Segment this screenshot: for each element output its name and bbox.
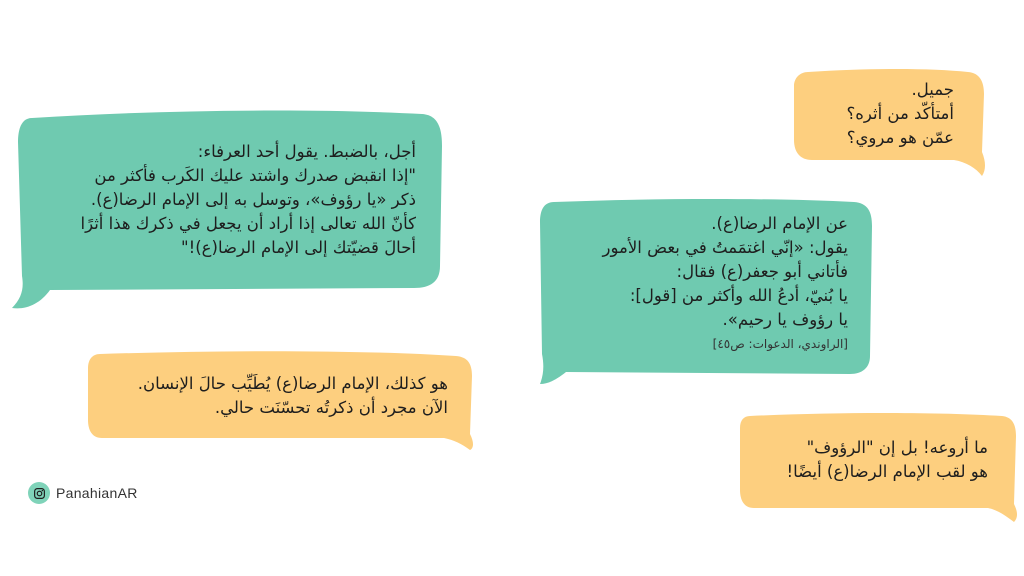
bubble-line: "إذا انقبض صدرك واشتد عليك الكَرب فأكثر من bbox=[94, 166, 416, 185]
bubble-text bbox=[846, 78, 954, 150]
bubble-line: يا بُنيّ، أدعُ الله وأكثر من [قول]: bbox=[629, 286, 848, 305]
bubble-line: عن الإمام الرضا(ع). bbox=[711, 214, 848, 233]
bubble-line: جميل. bbox=[911, 80, 954, 99]
brand-handle bbox=[28, 482, 138, 504]
bubble-line: هو لقب الإمام الرضا(ع) أيضًا! bbox=[786, 462, 988, 481]
instagram-icon bbox=[28, 482, 50, 504]
brand-handle-text: PanahianAR bbox=[56, 485, 138, 501]
bubble-line: يا رؤوف يا رحيم». bbox=[722, 310, 848, 329]
bubble-line: أحالَ قضيّتك إلى الإمام الرضا(ع)!" bbox=[181, 238, 416, 257]
bubble-line: عمّن هو مروي؟ bbox=[846, 128, 954, 147]
chat-bubble-question-1 bbox=[790, 68, 986, 176]
hadith-reference: [الراوندي، الدعوات: ص٤٥] bbox=[712, 337, 848, 351]
bubble-text bbox=[603, 212, 848, 354]
bubble-line: ما أروعه! بل إن "الرؤوف" bbox=[806, 438, 988, 457]
bubble-line: ذكر «يا رؤوف»، وتوسل به إلى الإمام الرضا(ع). bbox=[90, 190, 416, 209]
bubble-text bbox=[138, 372, 448, 420]
chat-bubble-answer-1 bbox=[10, 106, 444, 310]
bubble-line: أمتأكّد من أثره؟ bbox=[846, 104, 954, 123]
bubble-line: هو كذلك، الإمام الرضا(ع) يُطَيِّب حالَ الإنسان. bbox=[137, 374, 448, 393]
bubble-text bbox=[787, 436, 988, 484]
bubble-line: فأتاني أبو جعفر(ع) فقال: bbox=[676, 262, 848, 281]
bubble-line: يقول: «إنّي اغتمَمتُ في بعض الأمور bbox=[602, 238, 848, 257]
chat-bubble-answer-2 bbox=[536, 198, 874, 384]
bubble-text bbox=[81, 140, 417, 260]
bubble-line: كأنّ الله تعالى إذا أراد أن يجعل في ذكرك هذا أثرًا bbox=[80, 214, 416, 233]
chat-bubble-question-3 bbox=[736, 412, 1018, 522]
bubble-line: أجل، بالضبط. يقول أحد العرفاء: bbox=[197, 142, 416, 161]
chat-bubble-question-2 bbox=[84, 350, 474, 450]
bubble-line: الآن مجرد أن ذكرتُه تحسّنَت حالي. bbox=[214, 398, 448, 417]
